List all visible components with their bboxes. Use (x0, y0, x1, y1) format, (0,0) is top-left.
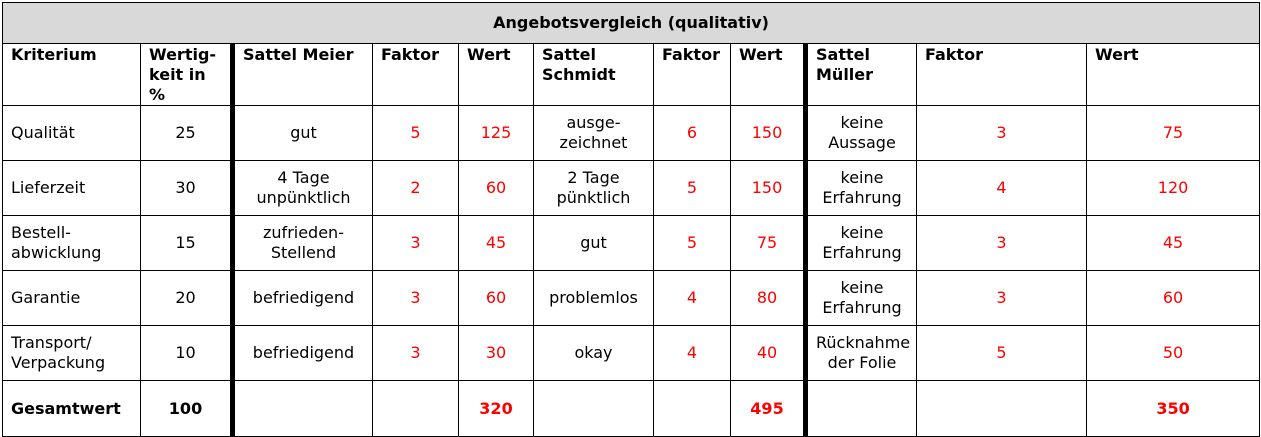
cell-sattel-meier: befriedigend (233, 271, 373, 326)
cell-faktor-mueller: 3 (917, 106, 1087, 161)
cell-wert-schmidt: 80 (731, 271, 806, 326)
table-row (3, 161, 1260, 216)
total-label: Gesamtwert (3, 381, 141, 437)
cell-wertigkeit: 30 (141, 161, 233, 216)
total-empty-cell (233, 381, 373, 437)
cell-kriterium: Bestell- abwicklung (3, 216, 141, 271)
header-wert-schmidt: Wert (731, 44, 806, 106)
cell-wert-meier: 60 (459, 161, 534, 216)
header-row (3, 44, 1260, 106)
cell-wertigkeit: 15 (141, 216, 233, 271)
header-sattel-schmidt: Sattel Schmidt (534, 44, 654, 106)
cell-kriterium: Transport/ Verpackung (3, 326, 141, 381)
total-empty-cell (917, 381, 1087, 437)
cell-faktor-mueller: 5 (917, 326, 1087, 381)
table-row (3, 271, 1260, 326)
comparison-table-container (2, 2, 1260, 437)
cell-faktor-mueller: 3 (917, 271, 1087, 326)
table-row (3, 216, 1260, 271)
header-kriterium: Kriterium (3, 44, 141, 106)
header-faktor-mueller: Faktor (917, 44, 1087, 106)
cell-faktor-mueller: 3 (917, 216, 1087, 271)
cell-wert-schmidt: 150 (731, 161, 806, 216)
cell-wert-mueller: 50 (1087, 326, 1260, 381)
table-row (3, 326, 1260, 381)
cell-sattel-meier: zufrieden- Stellend (233, 216, 373, 271)
cell-faktor-schmidt: 6 (654, 106, 731, 161)
cell-sattel-meier: befriedigend (233, 326, 373, 381)
cell-sattel-mueller: Rücknahme der Folie (806, 326, 917, 381)
cell-wert-meier: 125 (459, 106, 534, 161)
header-wert-mueller: Wert (1087, 44, 1260, 106)
cell-sattel-schmidt: gut (534, 216, 654, 271)
cell-faktor-mueller: 4 (917, 161, 1087, 216)
total-wert-mueller: 350 (1087, 381, 1260, 437)
total-empty-cell (373, 381, 459, 437)
total-wert-meier: 320 (459, 381, 534, 437)
cell-wert-schmidt: 40 (731, 326, 806, 381)
cell-sattel-schmidt: okay (534, 326, 654, 381)
cell-faktor-schmidt: 5 (654, 216, 731, 271)
header-faktor-meier: Faktor (373, 44, 459, 106)
header-wertigkeit: Wertig- keit in % (141, 44, 233, 106)
total-row (3, 381, 1260, 437)
cell-sattel-meier: 4 Tage unpünktlich (233, 161, 373, 216)
offer-comparison-table (2, 2, 1260, 437)
cell-faktor-schmidt: 4 (654, 271, 731, 326)
header-sattel-meier: Sattel Meier (233, 44, 373, 106)
table-title: Angebotsvergleich (qualitativ) (3, 3, 1260, 44)
cell-sattel-meier: gut (233, 106, 373, 161)
cell-wert-mueller: 120 (1087, 161, 1260, 216)
cell-faktor-meier: 2 (373, 161, 459, 216)
header-faktor-schmidt: Faktor (654, 44, 731, 106)
total-empty-cell (806, 381, 917, 437)
cell-wert-schmidt: 75 (731, 216, 806, 271)
cell-sattel-mueller: keine Erfahrung (806, 216, 917, 271)
header-sattel-mueller: Sattel Müller (806, 44, 917, 106)
cell-wert-meier: 45 (459, 216, 534, 271)
total-empty-cell (534, 381, 654, 437)
cell-sattel-schmidt: ausge- zeichnet (534, 106, 654, 161)
cell-wert-meier: 30 (459, 326, 534, 381)
cell-faktor-meier: 3 (373, 271, 459, 326)
cell-sattel-mueller: keine Erfahrung (806, 161, 917, 216)
cell-faktor-meier: 5 (373, 106, 459, 161)
total-empty-cell (654, 381, 731, 437)
cell-wert-schmidt: 150 (731, 106, 806, 161)
total-wert-schmidt: 495 (731, 381, 806, 437)
cell-kriterium: Garantie (3, 271, 141, 326)
cell-wertigkeit: 10 (141, 326, 233, 381)
cell-kriterium: Lieferzeit (3, 161, 141, 216)
table-row (3, 106, 1260, 161)
cell-sattel-mueller: keine Aussage (806, 106, 917, 161)
cell-sattel-schmidt: problemlos (534, 271, 654, 326)
header-wert-meier: Wert (459, 44, 534, 106)
cell-faktor-meier: 3 (373, 326, 459, 381)
cell-faktor-schmidt: 4 (654, 326, 731, 381)
cell-wert-mueller: 60 (1087, 271, 1260, 326)
cell-wert-meier: 60 (459, 271, 534, 326)
cell-faktor-meier: 3 (373, 216, 459, 271)
cell-wert-mueller: 45 (1087, 216, 1260, 271)
cell-sattel-mueller: keine Erfahrung (806, 271, 917, 326)
cell-wertigkeit: 20 (141, 271, 233, 326)
cell-wertigkeit: 25 (141, 106, 233, 161)
total-wertigkeit: 100 (141, 381, 233, 437)
cell-kriterium: Qualität (3, 106, 141, 161)
cell-faktor-schmidt: 5 (654, 161, 731, 216)
cell-sattel-schmidt: 2 Tage pünktlich (534, 161, 654, 216)
cell-wert-mueller: 75 (1087, 106, 1260, 161)
